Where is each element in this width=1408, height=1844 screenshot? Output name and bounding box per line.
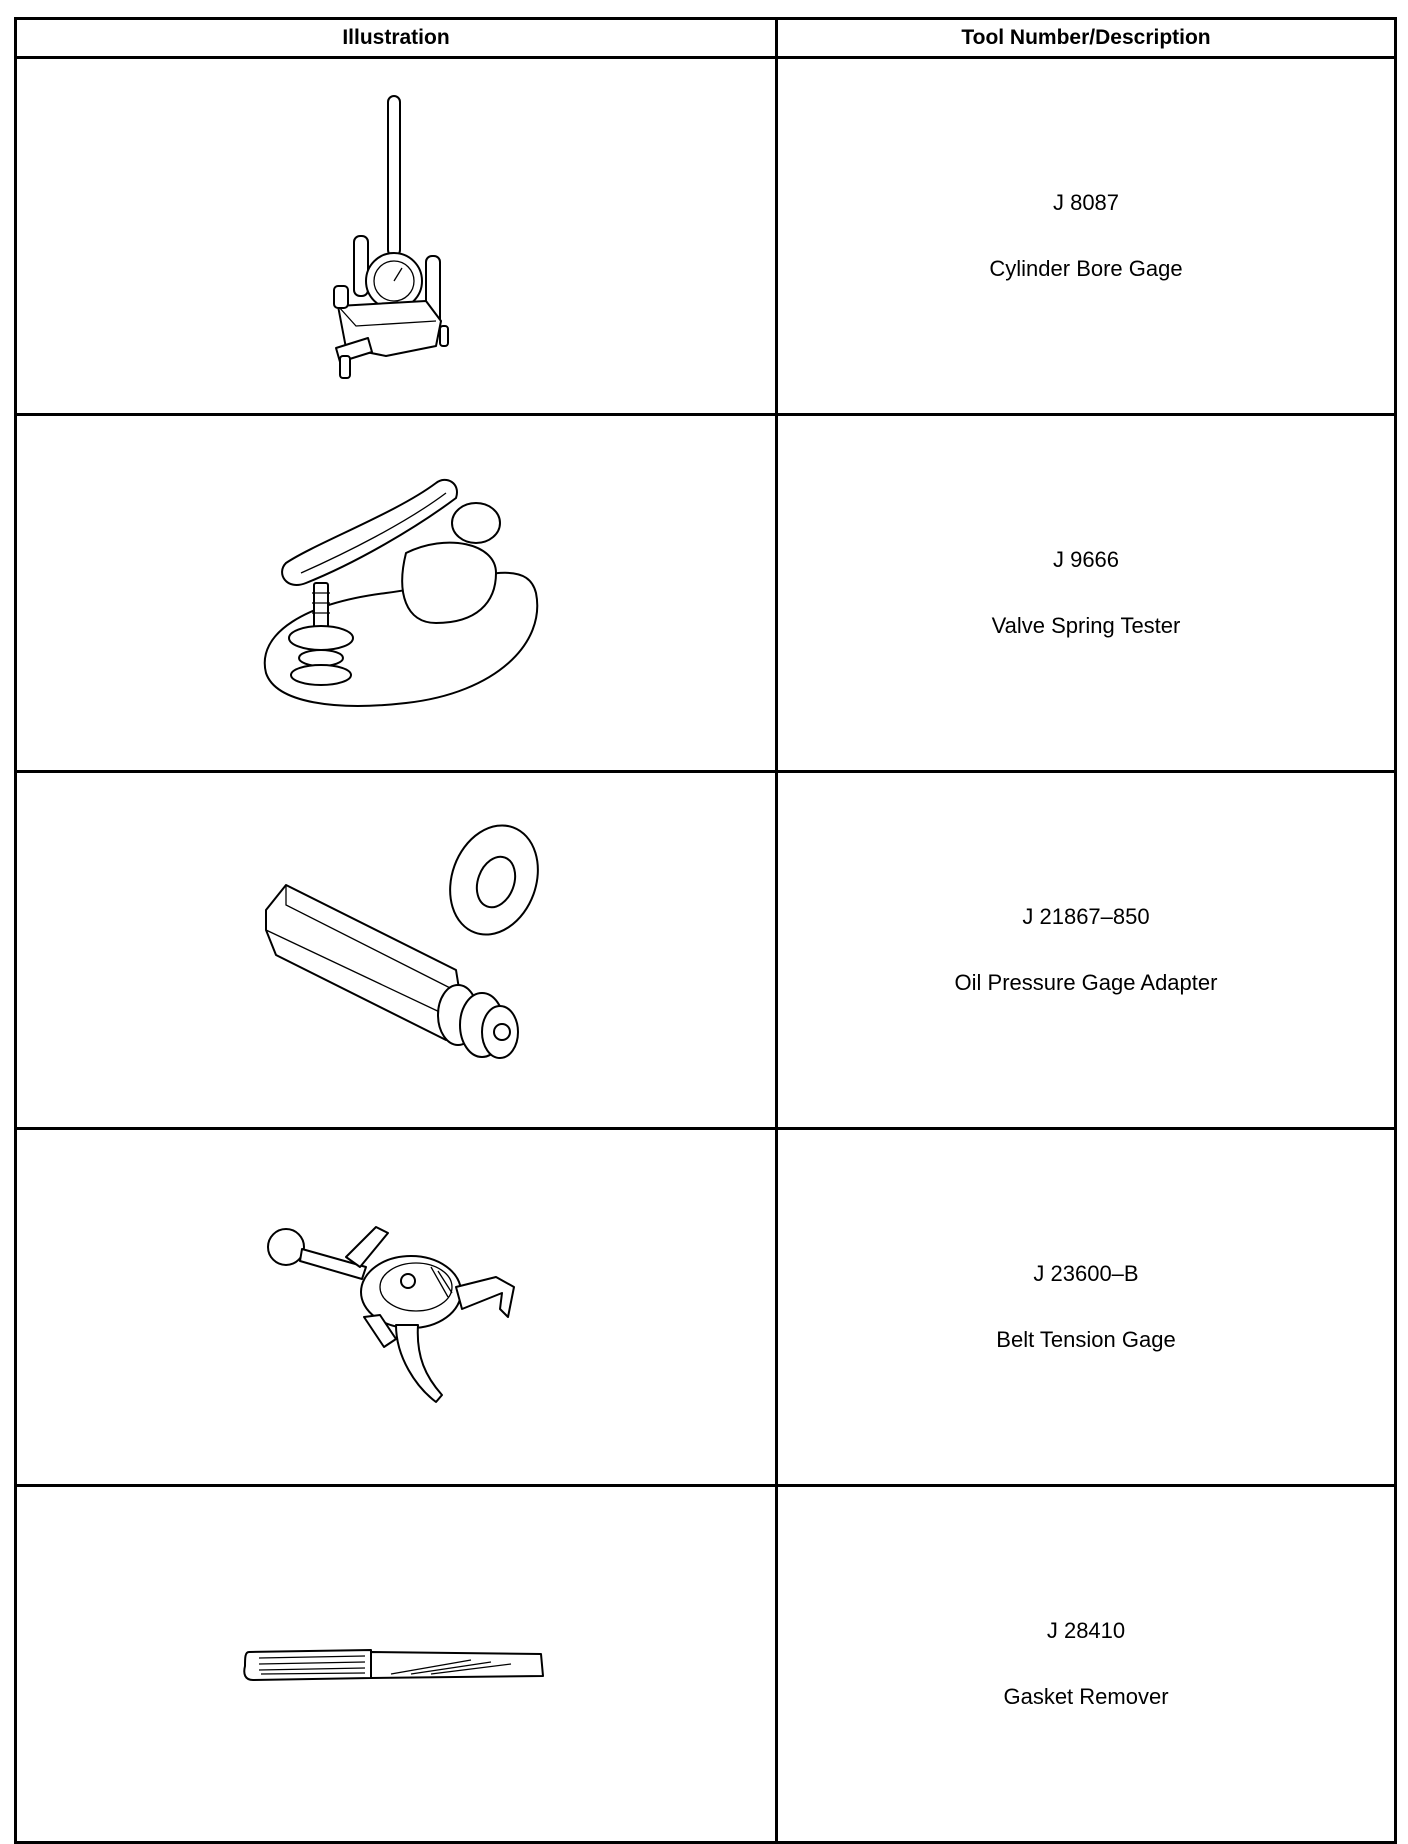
table-row (16, 1129, 1396, 1486)
tool-number: J 9666 (1052, 547, 1120, 572)
illustration-cell (16, 415, 777, 772)
illustration-cell (16, 1486, 777, 1843)
tool-number: J 23600–B (1033, 1261, 1139, 1286)
valve-spring-tester-icon (246, 443, 546, 743)
tool-description: Oil Pressure Gage Adapter (954, 970, 1218, 995)
oil-pressure-gage-adapter-icon (246, 810, 546, 1090)
cylinder-bore-gage-icon (276, 86, 516, 386)
tool-description: Belt Tension Gage (996, 1327, 1176, 1352)
tool-description-cell (777, 58, 1396, 415)
illustration-cell (16, 58, 777, 415)
illustration-cell (16, 772, 777, 1129)
tool-description-cell (777, 415, 1396, 772)
table-row (16, 1486, 1396, 1843)
table-row (16, 772, 1396, 1129)
header-tool-number-description: Tool Number/Description (777, 19, 1396, 58)
tool-description: Valve Spring Tester (991, 613, 1181, 638)
tool-description: Gasket Remover (1003, 1684, 1169, 1709)
special-tools-table (14, 17, 1397, 1844)
belt-tension-gage-icon (256, 1197, 536, 1417)
tool-number: J 8087 (1052, 190, 1120, 215)
tool-description: Cylinder Bore Gage (989, 256, 1183, 281)
tool-description-cell (777, 1486, 1396, 1843)
gasket-remover-icon (241, 1634, 551, 1694)
table-row (16, 58, 1396, 415)
tool-description-cell (777, 772, 1396, 1129)
tool-description-cell (777, 1129, 1396, 1486)
tool-number: J 28410 (1046, 1618, 1126, 1643)
table-row (16, 415, 1396, 772)
header-row (16, 19, 1396, 58)
header-illustration: Illustration (16, 19, 777, 58)
tool-number: J 21867–850 (1022, 904, 1150, 929)
illustration-cell (16, 1129, 777, 1486)
